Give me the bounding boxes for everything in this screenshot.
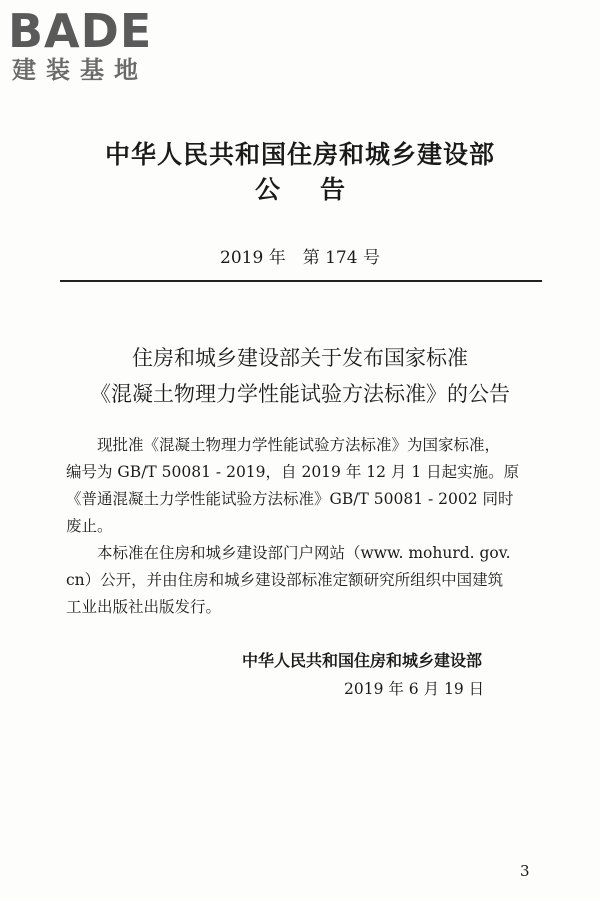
announcement-body: [66, 432, 538, 621]
title-line-1: 住房和城乡建设部关于发布国家标准: [132, 346, 468, 370]
logo-brand: BADE: [8, 4, 153, 58]
body-line: 工业出版社出版发行。: [66, 598, 222, 616]
body-line: 废止。: [66, 517, 113, 535]
announcement-title: [0, 340, 600, 412]
signing-date: 2019 年 6 月 19 日: [344, 680, 485, 698]
issuing-organization: 中华人民共和国住房和城乡建设部: [104, 140, 495, 169]
bade-logo: [8, 6, 178, 84]
body-line: 《普通混凝土力学性能试验方法标准》GB/T 50081 - 2002 同时: [66, 490, 514, 508]
header-divider: [60, 280, 542, 282]
issue-number: 2019 年 第 174 号: [220, 248, 380, 268]
body-line: cn）公开，并由住房和城乡建设部标准定额研究所组织中国建筑: [66, 571, 504, 589]
logo-subtitle: 建装基地: [12, 56, 148, 84]
signing-organization: 中华人民共和国住房和城乡建设部: [242, 651, 483, 670]
body-line: 编号为 GB/T 50081 - 2019，自 2019 年 12 月 1 日起实施。原: [66, 463, 520, 481]
page-number: 3: [520, 862, 530, 880]
body-line: 本标准在住房和城乡建设部门户网站（www. mohurd. gov.: [66, 544, 511, 562]
notice-heading: 公告: [254, 175, 385, 204]
body-line: 现批准《混凝土物理力学性能试验方法标准》为国家标准，: [66, 436, 501, 454]
title-line-2: 《混凝土物理力学性能试验方法标准》的公告: [90, 382, 510, 406]
